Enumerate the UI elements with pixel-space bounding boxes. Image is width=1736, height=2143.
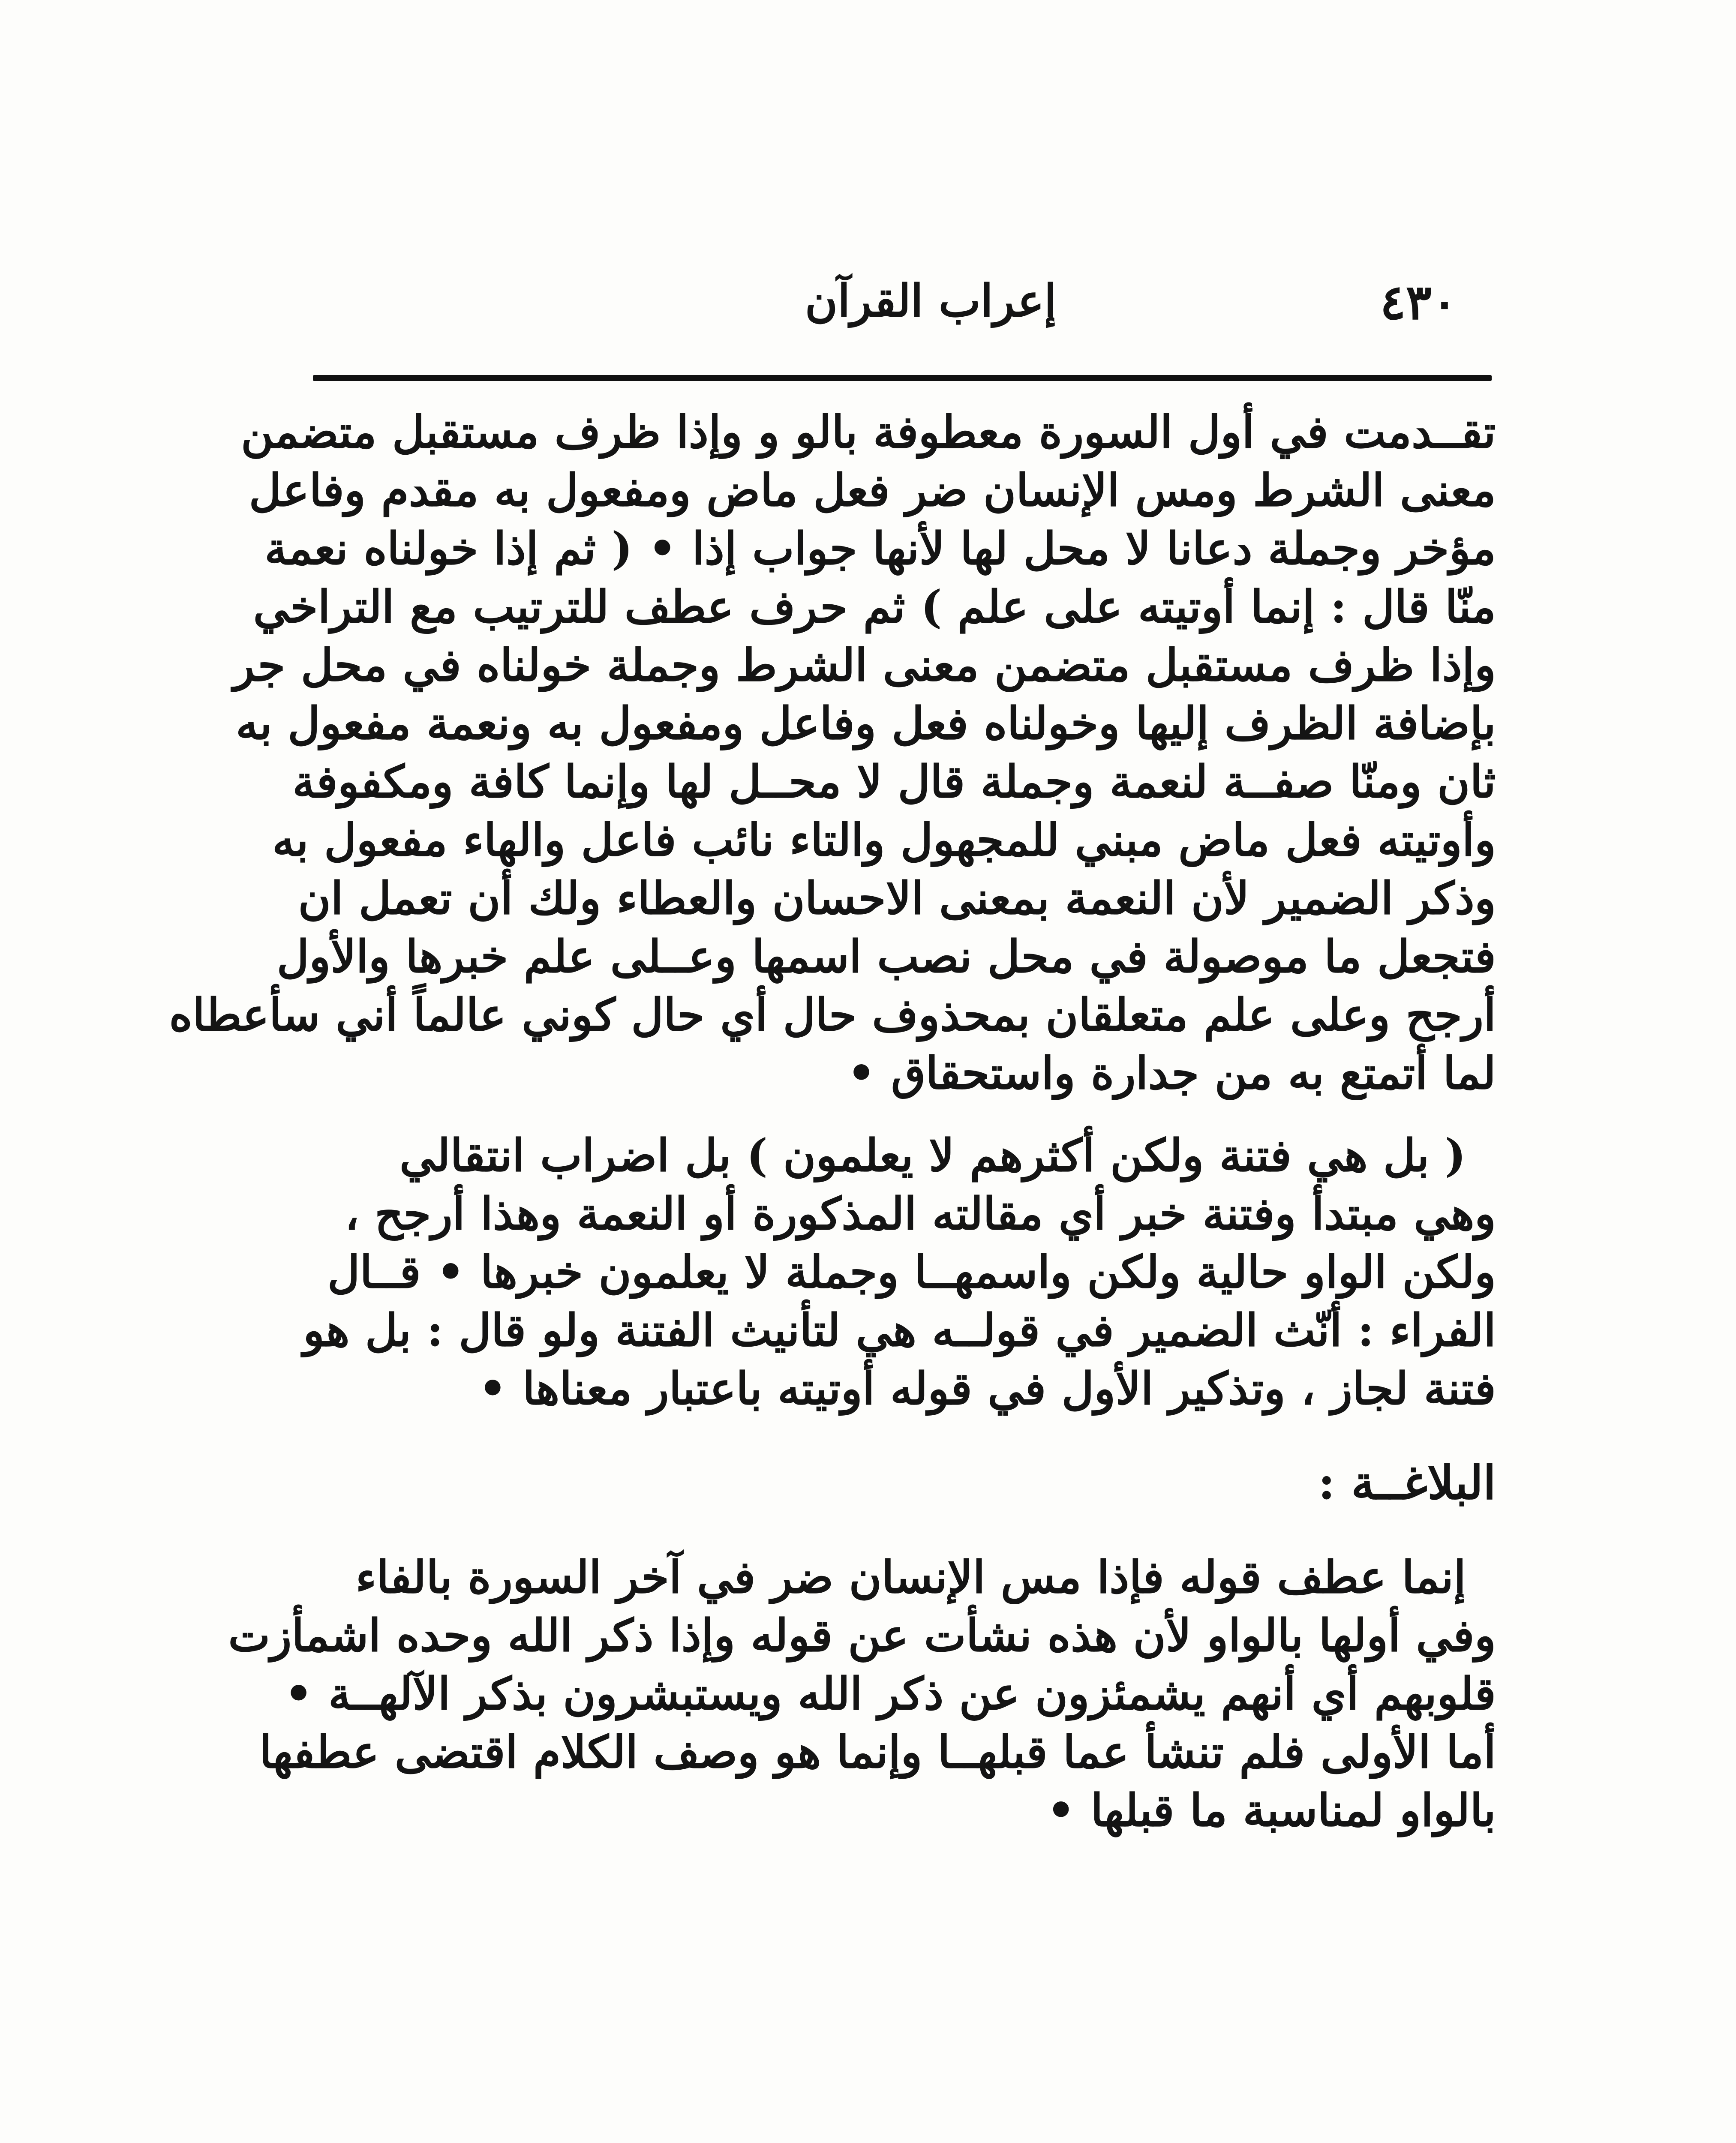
page-number: ٤٣٠: [1380, 274, 1457, 330]
text-line: تقــدمت في أول السورة معطوفة بالو و وإذا ظرف مستقبل متضمن: [241, 405, 1496, 458]
text-line: مؤخر وجملة دعانا لا محل لها لأنها جواب إذا • ( ثم إذا خولناه نعمة: [264, 522, 1496, 575]
text-line: بإضافة الظرف إليها وخولناه فعل وفاعل ومفعول به ونعمة مفعول به: [236, 697, 1496, 750]
text-line: إنما عطف قوله فإذا مس الإنسان ضر في آخر السورة بالفاء: [355, 1551, 1466, 1603]
text-line: ثان ومنّا صفــة لنعمة وجملة قال لا محــل لها وإنما كافة ومكفوفة: [292, 755, 1496, 808]
section-heading: البلاغــة :: [1318, 1456, 1496, 1510]
text-line: معنى الشرط ومس الإنسان ضر فعل ماض ومفعول به مقدم وفاعل: [249, 464, 1496, 516]
text-line: الفراء : أنّث الضمير في قولــه هي لتأنيث الفتنة ولو قال : بل هو: [303, 1304, 1496, 1357]
paragraph-3: [228, 1548, 1496, 1840]
text-line: أما الأولى فلم تنشأ عما قبلهــا وإنما هو وصف الكلام اقتضى عطفها: [259, 1726, 1496, 1778]
page-header: [313, 257, 1492, 369]
text-line: بالواو لمناسبة ما قبلها •: [1046, 1784, 1496, 1837]
text-line: ( بل هي فتنة ولكن أكثرهم لا يعلمون ) بل اضراب انتقالي: [399, 1129, 1466, 1182]
header-rule: [313, 375, 1492, 381]
text-line: وذكر الضمير لأن النعمة بمعنى الاحسان والعطاء ولك أن تعمل ان: [298, 872, 1496, 924]
text-line: فتنة لجاز ، وتذكير الأول في قوله أوتيته باعتبار معناها •: [478, 1362, 1496, 1415]
text-line: وهي مبتدأ وفتنة خبر أي مقالته المذكورة أو النعمة وهذا أرجح ،: [345, 1187, 1496, 1240]
text-line: فتجعل ما موصولة في محل نصب اسمها وعــلى علم خبرها والأول: [276, 930, 1496, 983]
text-line: قلوبهم أي أنهم يشمئزون عن ذكر الله ويستبشرون بذكر الآلهــة •: [284, 1667, 1496, 1720]
running-title: إعراب القرآن: [805, 274, 1057, 327]
paragraph-1: [169, 403, 1496, 1102]
text-line: وفي أولها بالواو لأن هذه نشأت عن قوله وإذا ذكر الله وحده اشمأزت: [228, 1609, 1496, 1662]
text-line: منّا قال : إنما أوتيته على علم ) ثم حرف عطف للترتيب مع التراخي: [253, 580, 1496, 633]
text-line: لما أتمتع به من جدارة واستحقاق •: [847, 1047, 1496, 1099]
paragraph-2: [303, 1126, 1496, 1418]
text-line: ولكن الواو حالية ولكن واسمهــا وجملة لا يعلمون خبرها • قــال: [327, 1246, 1496, 1298]
text-line: وأوتيته فعل ماض مبني للمجهول والتاء نائب فاعل والهاء مفعول به: [272, 813, 1496, 866]
text-line: وإذا ظرف مستقبل متضمن معنى الشرط وجملة خولناه في محل جر: [233, 639, 1496, 691]
text-line: أرجح وعلى علم متعلقان بمحذوف حال أي حال كوني عالماً أني سأعطاه: [169, 988, 1496, 1041]
page-body: [169, 403, 1496, 1840]
